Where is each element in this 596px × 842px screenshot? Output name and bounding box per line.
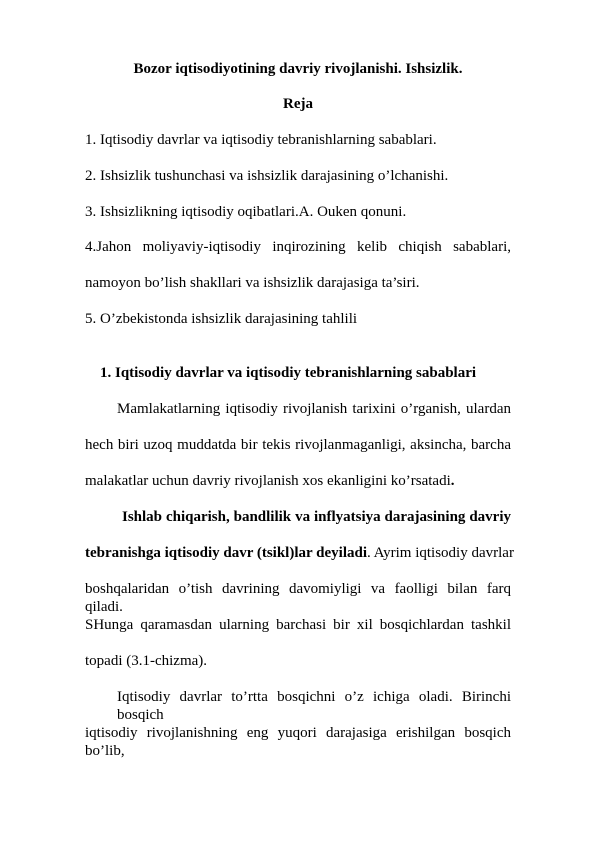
plan-item: 2. Ishsizlik tushunchasi va ishsizlik darajasining o’lchanishi. bbox=[85, 168, 449, 184]
paragraph-line bbox=[85, 472, 511, 490]
plan-item: namoyon bo’lish shakllari va ishsizlik darajasiga ta’siri. bbox=[85, 275, 420, 291]
paragraph-line: Mamlakatlarning iqtisodiy rivojlanish tarixini o’rganish, ulardan bbox=[117, 401, 511, 417]
paragraph-text: . Ayrim iqtisodiy davrlar bbox=[367, 545, 514, 561]
paragraph-line: hech biri uzoq muddatda bir tekis rivojlanmaganligi, aksincha, barcha bbox=[85, 437, 511, 453]
paragraph-line: Iqtisodiy davrlar to’rtta bosqichni o’z ichiga oladi. Birinchi bosqich bbox=[117, 689, 511, 723]
plan-item: 4.Jahon moliyaviy-iqtisodiy inqirozining kelib chiqish sabablari, bbox=[85, 239, 511, 255]
plan-item: 3. Ishsizlikning iqtisodiy oqibatlari.A. Ouken qonuni. bbox=[85, 204, 407, 220]
document-title: Bozor iqtisodiyotining davriy rivojlanishi. Ishsizlik. bbox=[133, 61, 463, 77]
plan-item: 5. O’zbekistonda ishsizlik darajasining tahlili bbox=[85, 311, 358, 327]
plan-item: 1. Iqtisodiy davrlar va iqtisodiy tebranishlarning sabablari. bbox=[85, 132, 437, 148]
definition-term: tebranishga iqtisodiy davr (tsikl)lar deyiladi bbox=[85, 545, 367, 561]
paragraph-text: malakatlar uchun davriy rivojlanish xos ekanligini ko’rsatadi bbox=[85, 473, 451, 489]
definition-line: Ishlab chiqarish, bandlilik va inflyatsiya darajasining davriy bbox=[122, 509, 511, 525]
definition-line bbox=[85, 544, 514, 562]
section-heading: 1. Iqtisodiy davrlar va iqtisodiy tebranishlarning sabablari bbox=[100, 365, 477, 381]
paragraph-line: boshqalaridan o’tish davrining davomiyligi va faolligi bilan farq qiladi. bbox=[85, 581, 511, 615]
paragraph-line: topadi (3.1-chizma). bbox=[85, 653, 208, 669]
paragraph-period: . bbox=[450, 473, 455, 489]
paragraph-line: iqtisodiy rivojlanishning eng yuqori darajasiga erishilgan bosqich bo’lib, bbox=[85, 725, 511, 759]
paragraph-line: SHunga qaramasdan ularning barchasi bir xil bosqichlardan tashkil bbox=[85, 617, 511, 633]
plan-heading: Reja bbox=[283, 96, 313, 112]
